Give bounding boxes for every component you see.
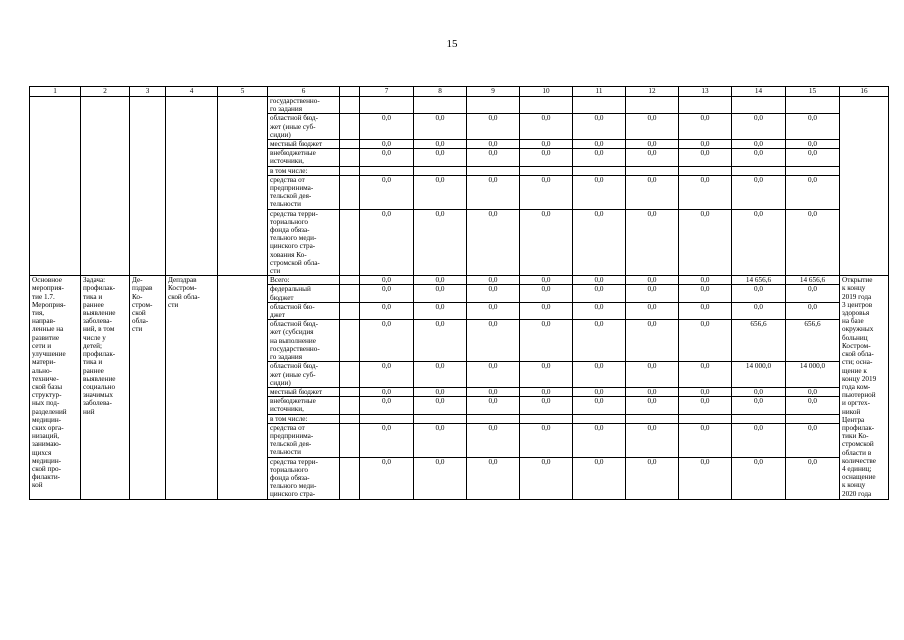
value-cell: 0,0: [467, 302, 520, 319]
value-cell: 0,0: [360, 457, 414, 499]
funding-source-label: областной бюд- жет (иные суб- сидии): [268, 114, 340, 140]
value-cell: 0,0: [786, 285, 840, 302]
value-cell: [360, 166, 414, 175]
value-cell: 0,0: [679, 302, 732, 319]
value-cell: 0,0: [467, 320, 520, 362]
empty-cell: [166, 97, 218, 276]
value-cell: 0,0: [626, 320, 679, 362]
empty-cell: [130, 97, 166, 276]
value-cell: [626, 414, 679, 423]
empty-cell: [340, 276, 360, 285]
header-cell: 1: [30, 87, 81, 97]
funding-source-label: средства терри- ториального фонда обяза- тельного меди- цинского стра- хования Ко- стромской обла- сти: [268, 209, 340, 276]
table-row: [30, 276, 889, 285]
empty-cell: [340, 285, 360, 302]
value-cell: [732, 414, 786, 423]
value-cell: [626, 97, 679, 114]
value-cell: 0,0: [414, 140, 467, 149]
activity-name: Основное мероприя- тие 1.7. Мероприя- тия, направ- ленные на развитие сети и улучшение матери- ально- техниче- ской базы структур- ных под- разделений медицин- ских орга- низаций, занимаю- щихся медицин- ской про- филакти- кой: [30, 276, 81, 499]
funding-source-label: средства от предпринима- тельской дея- тельности: [268, 175, 340, 209]
value-cell: [360, 414, 414, 423]
value-cell: 14 000,0: [786, 362, 840, 388]
value-cell: 0,0: [573, 320, 626, 362]
value-cell: 0,0: [414, 457, 467, 499]
value-cell: 0,0: [360, 320, 414, 362]
value-cell: 0,0: [520, 320, 573, 362]
value-cell: 0,0: [626, 175, 679, 209]
value-cell: 0,0: [467, 285, 520, 302]
header-cell: 15: [786, 87, 840, 97]
value-cell: 0,0: [679, 175, 732, 209]
value-cell: [679, 414, 732, 423]
header-cell: 11: [573, 87, 626, 97]
table-row: [30, 97, 889, 114]
empty-cell: [340, 457, 360, 499]
value-cell: 0,0: [520, 276, 573, 285]
value-cell: [679, 166, 732, 175]
value-cell: 0,0: [573, 285, 626, 302]
value-cell: 0,0: [679, 397, 732, 414]
value-cell: 0,0: [679, 209, 732, 276]
value-cell: 0,0: [520, 362, 573, 388]
funding-source-label: средства терри- ториального фонда обяза- тельного меди- цинского стра-: [268, 457, 340, 499]
value-cell: 0,0: [732, 397, 786, 414]
value-cell: 0,0: [679, 423, 732, 457]
header-cell: 2: [81, 87, 130, 97]
empty-cell: [340, 166, 360, 175]
empty-cell: [218, 97, 268, 276]
header-cell: 4: [166, 87, 218, 97]
header-cell: 5: [218, 87, 268, 97]
value-cell: 0,0: [360, 149, 414, 166]
empty-cell: [340, 302, 360, 319]
value-cell: 0,0: [626, 302, 679, 319]
value-cell: 0,0: [467, 397, 520, 414]
value-cell: 0,0: [573, 457, 626, 499]
funding-source-label: в том числе:: [268, 166, 340, 175]
value-cell: [520, 166, 573, 175]
value-cell: 0,0: [732, 209, 786, 276]
value-cell: [786, 414, 840, 423]
value-cell: 0,0: [520, 423, 573, 457]
empty-cell: [340, 414, 360, 423]
value-cell: 0,0: [626, 362, 679, 388]
value-cell: 0,0: [732, 457, 786, 499]
value-cell: 0,0: [732, 140, 786, 149]
funding-source-label: Всего:: [268, 276, 340, 285]
value-cell: 0,0: [360, 140, 414, 149]
value-cell: 0,0: [573, 175, 626, 209]
value-cell: 0,0: [626, 209, 679, 276]
value-cell: 0,0: [520, 302, 573, 319]
value-cell: 0,0: [467, 209, 520, 276]
value-cell: 0,0: [414, 320, 467, 362]
value-cell: [786, 97, 840, 114]
value-cell: [679, 97, 732, 114]
value-cell: 14 656,6: [732, 276, 786, 285]
value-cell: 0,0: [414, 387, 467, 396]
header-row: [30, 87, 889, 97]
value-cell: 0,0: [786, 302, 840, 319]
value-cell: 0,0: [360, 175, 414, 209]
value-cell: 0,0: [679, 320, 732, 362]
header-cell: 12: [626, 87, 679, 97]
header-cell: 9: [467, 87, 520, 97]
value-cell: 0,0: [520, 285, 573, 302]
value-cell: 0,0: [786, 397, 840, 414]
value-cell: 0,0: [414, 276, 467, 285]
value-cell: [573, 166, 626, 175]
value-cell: 0,0: [360, 387, 414, 396]
value-cell: 0,0: [414, 209, 467, 276]
value-cell: 0,0: [679, 140, 732, 149]
funding-source-label: областной бюд- жет (иные суб- сидии): [268, 362, 340, 388]
funding-source-label: в том числе:: [268, 414, 340, 423]
header-cell: 16: [840, 87, 889, 97]
value-cell: 0,0: [626, 423, 679, 457]
value-cell: 0,0: [520, 114, 573, 140]
value-cell: [467, 414, 520, 423]
empty-cell: [340, 114, 360, 140]
value-cell: [732, 166, 786, 175]
header-cell: 14: [732, 87, 786, 97]
value-cell: [360, 97, 414, 114]
value-cell: 0,0: [467, 140, 520, 149]
value-cell: [467, 97, 520, 114]
empty-cell: [340, 387, 360, 396]
value-cell: 0,0: [467, 114, 520, 140]
value-cell: 0,0: [520, 209, 573, 276]
header-cell: 6: [268, 87, 340, 97]
value-cell: 0,0: [679, 114, 732, 140]
value-cell: 0,0: [732, 387, 786, 396]
value-cell: 0,0: [520, 387, 573, 396]
value-cell: 0,0: [626, 114, 679, 140]
value-cell: 0,0: [467, 149, 520, 166]
value-cell: 0,0: [679, 457, 732, 499]
value-cell: 0,0: [679, 149, 732, 166]
header-cell: 13: [679, 87, 732, 97]
value-cell: 0,0: [360, 114, 414, 140]
value-cell: 0,0: [360, 302, 414, 319]
header-cell: 8: [414, 87, 467, 97]
value-cell: 0,0: [520, 175, 573, 209]
empty-cell: [340, 423, 360, 457]
value-cell: 0,0: [520, 397, 573, 414]
value-cell: 656,6: [732, 320, 786, 362]
empty-cell: [340, 140, 360, 149]
value-cell: 656,6: [786, 320, 840, 362]
value-cell: 0,0: [679, 276, 732, 285]
value-cell: [414, 166, 467, 175]
header-cell: [340, 87, 360, 97]
activity-task: Задача: профилак- тика и раннее выявление заболева- ний, в том числе у детей; профилак- тика и раннее выявление социально значимых заболева- ний: [81, 276, 130, 499]
empty-cell: [840, 97, 889, 276]
value-cell: 0,0: [786, 140, 840, 149]
header-cell: 7: [360, 87, 414, 97]
funding-source-label: местный бюджет: [268, 140, 340, 149]
funding-source-label: областной бю- джет: [268, 302, 340, 319]
value-cell: 0,0: [414, 397, 467, 414]
funding-source-label: государственно- го задания: [268, 97, 340, 114]
value-cell: 0,0: [520, 149, 573, 166]
value-cell: 0,0: [626, 276, 679, 285]
funding-source-label: федеральный бюджет: [268, 285, 340, 302]
value-cell: 0,0: [573, 302, 626, 319]
empty-cell: [30, 97, 81, 276]
value-cell: 0,0: [573, 387, 626, 396]
value-cell: 0,0: [732, 423, 786, 457]
value-cell: [414, 97, 467, 114]
co-executor: Депздрав Костром- ской обла- сти: [166, 276, 218, 499]
value-cell: 0,0: [786, 423, 840, 457]
value-cell: 0,0: [520, 457, 573, 499]
page-number: 15: [446, 38, 458, 50]
value-cell: 0,0: [360, 362, 414, 388]
funding-source-label: местный бюджет: [268, 387, 340, 396]
value-cell: 0,0: [786, 209, 840, 276]
value-cell: 0,0: [573, 140, 626, 149]
value-cell: 0,0: [360, 285, 414, 302]
value-cell: 0,0: [360, 423, 414, 457]
empty-cell: [340, 149, 360, 166]
value-cell: 0,0: [679, 362, 732, 388]
value-cell: 0,0: [573, 149, 626, 166]
value-cell: 0,0: [467, 276, 520, 285]
budget-table: [29, 86, 889, 500]
value-cell: 0,0: [786, 175, 840, 209]
value-cell: [626, 166, 679, 175]
value-cell: [467, 166, 520, 175]
header-cell: 3: [130, 87, 166, 97]
value-cell: [732, 97, 786, 114]
value-cell: [520, 414, 573, 423]
value-cell: 0,0: [414, 175, 467, 209]
value-cell: 0,0: [626, 457, 679, 499]
value-cell: 0,0: [732, 302, 786, 319]
funding-source-label: областной бюд- жет (субсидия на выполнение государственно- го задания: [268, 320, 340, 362]
value-cell: 0,0: [786, 114, 840, 140]
value-cell: 0,0: [573, 397, 626, 414]
value-cell: 0,0: [573, 209, 626, 276]
value-cell: [573, 414, 626, 423]
value-cell: 0,0: [414, 362, 467, 388]
value-cell: 0,0: [626, 387, 679, 396]
value-cell: 0,0: [786, 149, 840, 166]
value-cell: 0,0: [467, 423, 520, 457]
value-cell: 0,0: [786, 387, 840, 396]
value-cell: [414, 414, 467, 423]
empty-cell: [340, 97, 360, 114]
value-cell: 0,0: [679, 387, 732, 396]
value-cell: 0,0: [467, 387, 520, 396]
value-cell: 0,0: [414, 149, 467, 166]
empty-cell: [340, 209, 360, 276]
value-cell: 14 000,0: [732, 362, 786, 388]
value-cell: 0,0: [786, 457, 840, 499]
value-cell: 0,0: [360, 209, 414, 276]
value-cell: 0,0: [732, 175, 786, 209]
value-cell: 0,0: [626, 397, 679, 414]
value-cell: 0,0: [573, 362, 626, 388]
value-cell: 0,0: [732, 149, 786, 166]
funding-source-label: внебюджетные источники,: [268, 397, 340, 414]
value-cell: [520, 97, 573, 114]
expected-result: Открытие к концу 2019 года 3 центров здоровья на базе окружных больниц Костром- ской обла- сти; осна- щение к концу 2019 года ком- пьютерной и оргтех- никой Центра профилак- тики Ко- стромской области в количестве 4 единиц; оснащение к концу 2020 года: [840, 276, 889, 499]
header-cell: 10: [520, 87, 573, 97]
value-cell: 0,0: [414, 423, 467, 457]
value-cell: 0,0: [573, 423, 626, 457]
value-cell: 14 656,6: [786, 276, 840, 285]
value-cell: 0,0: [360, 397, 414, 414]
value-cell: [573, 97, 626, 114]
value-cell: 0,0: [626, 140, 679, 149]
value-cell: 0,0: [414, 302, 467, 319]
empty-cell: [218, 276, 268, 499]
empty-cell: [340, 362, 360, 388]
value-cell: 0,0: [626, 149, 679, 166]
value-cell: 0,0: [414, 114, 467, 140]
value-cell: 0,0: [467, 362, 520, 388]
empty-cell: [340, 175, 360, 209]
value-cell: [786, 166, 840, 175]
funding-source-label: внебюджетные источники,: [268, 149, 340, 166]
value-cell: 0,0: [679, 285, 732, 302]
value-cell: 0,0: [520, 140, 573, 149]
value-cell: 0,0: [732, 114, 786, 140]
value-cell: 0,0: [573, 114, 626, 140]
value-cell: 0,0: [467, 175, 520, 209]
value-cell: 0,0: [573, 276, 626, 285]
value-cell: 0,0: [732, 285, 786, 302]
value-cell: 0,0: [360, 276, 414, 285]
empty-cell: [340, 397, 360, 414]
value-cell: 0,0: [467, 457, 520, 499]
value-cell: 0,0: [626, 285, 679, 302]
empty-cell: [81, 97, 130, 276]
funding-source-label: средства от предпринима- тельской дея- тельности: [268, 423, 340, 457]
empty-cell: [340, 320, 360, 362]
responsible-executor: Де- пздрав Ко- стром- ской обла- сти: [130, 276, 166, 499]
value-cell: 0,0: [414, 285, 467, 302]
